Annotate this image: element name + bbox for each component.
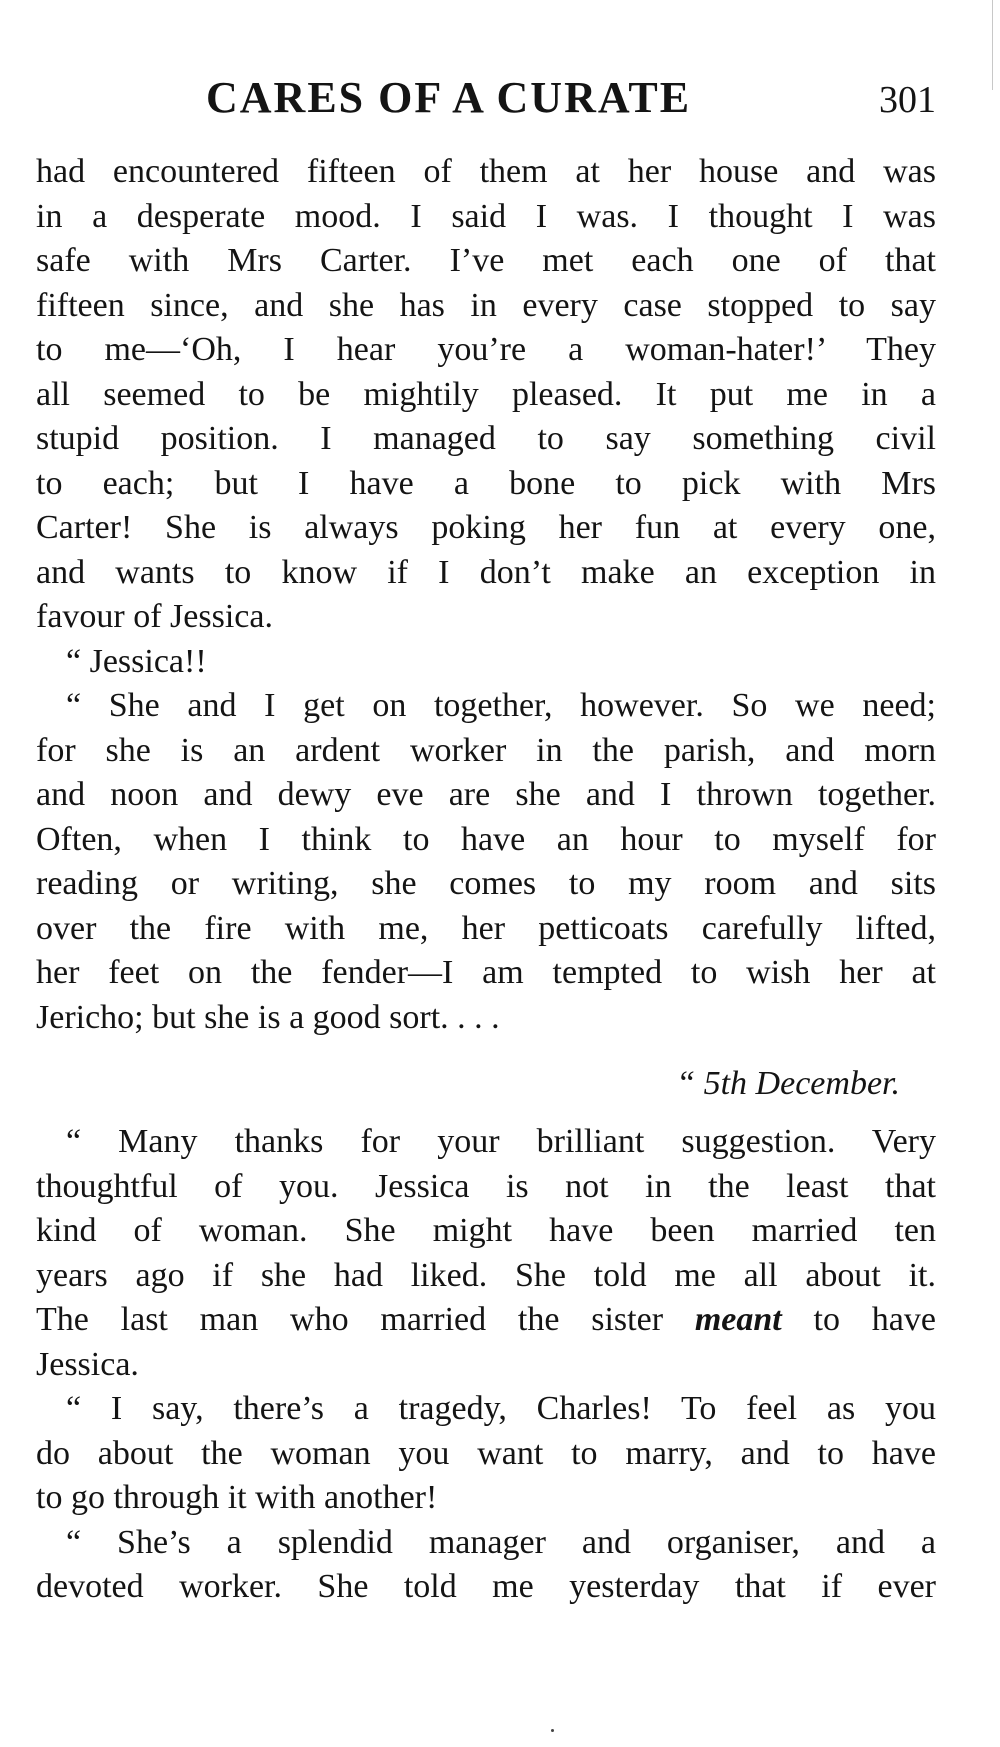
dateline-text: “ 5th December. [676, 1065, 900, 1102]
text-line: thoughtful of you. Jessica is not in the least that [36, 1167, 936, 1205]
ink-speck [551, 1729, 554, 1732]
text-line: devoted worker. She told me yesterday that if ever [36, 1568, 936, 1605]
section-gap [36, 1040, 936, 1062]
text-line: “ Many thanks for your brilliant suggestion. Very [66, 1123, 936, 1160]
text-run: The last man who married the sister [36, 1301, 695, 1338]
text-line: to each; but I have a bone to pick with Mrs [36, 464, 936, 502]
text-line: Jericho; but she is a good sort. . . . [36, 998, 500, 1036]
text-line: to me—‘Oh, I hear you’re a woman-hater!’ They [36, 331, 936, 368]
text-line: “ She and I get on together, however. So we need; [66, 687, 936, 724]
text-line: kind of woman. She might have been married ten [36, 1212, 936, 1249]
page-header [36, 70, 936, 126]
text-run: to have [781, 1301, 936, 1338]
text-line: fifteen since, and she has in every case stopped to say [36, 286, 936, 324]
text-line: and wants to know if I don’t make an exception in [36, 553, 936, 591]
text-line: and noon and dewy eve are she and I thrown together. [36, 776, 936, 813]
running-title: CARES OF A CURATE [206, 73, 692, 122]
text-line: Carter! She is always poking her fun at every one, [36, 509, 936, 546]
text-line: Jessica. [36, 1345, 139, 1383]
text-line: to go through it with another! [36, 1479, 438, 1516]
text-line: “ She’s a splendid manager and organiser, and a [66, 1523, 936, 1561]
text-line: her feet on the fender—I am tempted to wish her at [36, 954, 936, 991]
text-line: had encountered fifteen of them at her house and was [36, 153, 936, 190]
text-line: do about the woman you want to marry, and to have [36, 1434, 936, 1472]
body-text [36, 150, 936, 1610]
page-number: 301 [879, 79, 936, 121]
text-line: favour of Jessica. [36, 598, 273, 635]
text-line: stupid position. I managed to say something civil [36, 420, 936, 457]
text-line: “ I say, there’s a tragedy, Charles! To feel as you [66, 1390, 936, 1427]
text-line: reading or writing, she comes to my room and sits [36, 865, 936, 902]
text-line: years ago if she had liked. She told me all about it. [36, 1256, 936, 1294]
text-line: in a desperate mood. I said I was. I thought I was [36, 197, 936, 235]
text-line: for she is an ardent worker in the parish, and morn [36, 731, 936, 769]
text-line [36, 1298, 936, 1343]
dateline [36, 1062, 936, 1120]
text-line: safe with Mrs Carter. I’ve met each one of that [36, 242, 936, 279]
emphasized-word: meant [694, 1301, 782, 1338]
text-line: over the fire with me, her petticoats carefully lifted, [36, 909, 936, 947]
page-edge-line [992, 0, 993, 90]
text-line: all seemed to be mightily pleased. It put me in a [36, 375, 936, 413]
text-line: “ Jessica!! [66, 642, 207, 680]
text-line: Often, when I think to have an hour to myself for [36, 820, 936, 858]
